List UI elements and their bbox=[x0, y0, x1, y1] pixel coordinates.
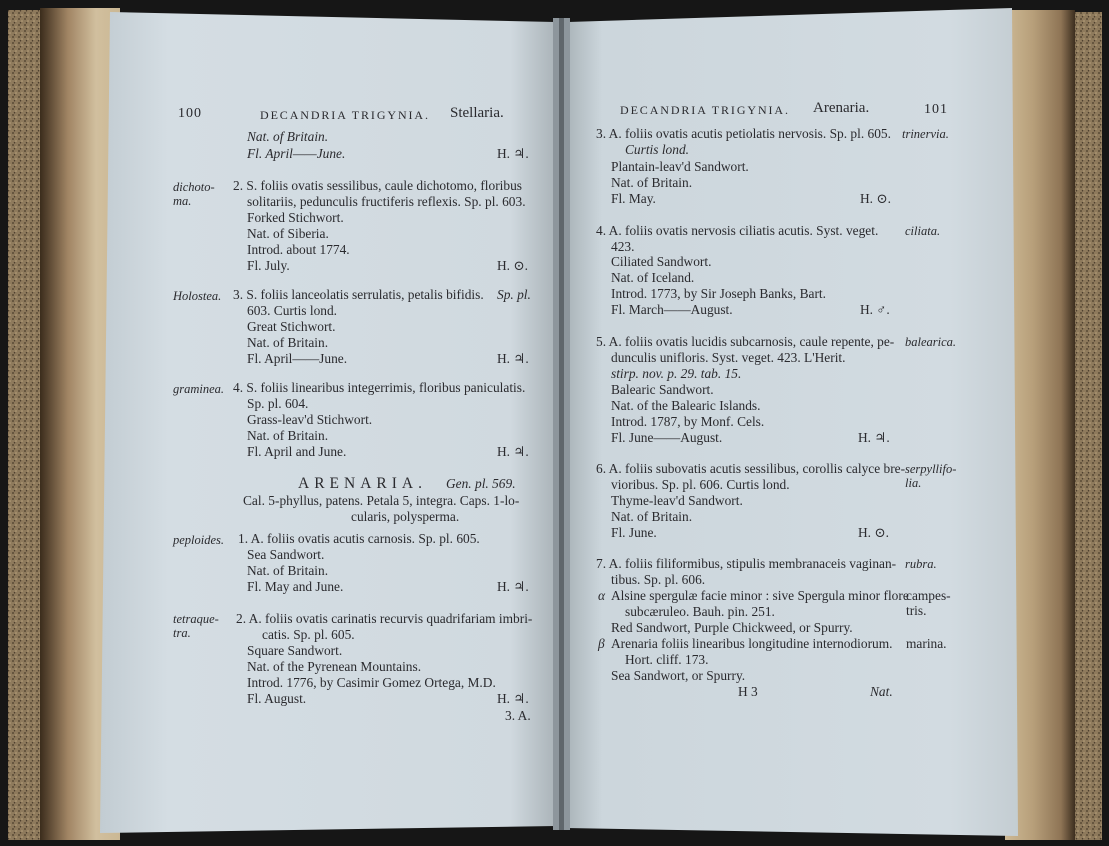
text-line: 3. S. foliis lanceolatis serrulatis, petalis bifidis. bbox=[233, 287, 484, 302]
text-line: dunculis unifloris. Syst. veget. 423. L'Herit. bbox=[611, 350, 846, 365]
text-line: Ciliated Sandwort. bbox=[611, 254, 712, 269]
margin-name: peploides. bbox=[173, 533, 225, 547]
genus-reference: Gen. pl. 569. bbox=[446, 476, 516, 491]
text-line: subcæruleo. Bauh. pin. 251. bbox=[625, 604, 775, 619]
text-line: Nat. of the Pyrenean Mountains. bbox=[247, 659, 422, 674]
text-line: 6. A. foliis subovatis acutis sessilibus, corollis calyce bre- bbox=[596, 461, 906, 476]
text-line: 4. S. foliis linearibus integerrimis, floribus paniculatis. bbox=[233, 380, 526, 395]
text-line: Nat. of Britain. bbox=[247, 335, 329, 350]
margin-name: lia. bbox=[905, 476, 922, 490]
text-line: Fl. April——June. bbox=[247, 146, 346, 161]
text-line: Sp. pl. 604. bbox=[247, 396, 309, 411]
text-line: Grass-leav'd Stichwort. bbox=[247, 412, 373, 427]
text-line: Nat. of Iceland. bbox=[611, 270, 695, 285]
habit-symbol: H. ♃. bbox=[497, 146, 529, 161]
text-line: Nat. of Britain. bbox=[611, 509, 693, 524]
text-line: Introd. 1773, by Sir Joseph Banks, Bart. bbox=[611, 286, 826, 301]
text-line: Introd. about 1774. bbox=[247, 242, 350, 257]
habit-symbol: H. ⊙. bbox=[860, 191, 891, 206]
text-line: solitariis, pedunculis fructiferis reflexis. Sp. pl. 603. bbox=[247, 194, 526, 209]
text-line: Sp. pl. bbox=[497, 287, 531, 302]
text-line: Nat. of the Balearic Islands. bbox=[611, 398, 761, 413]
text-line: Fl. May and June. bbox=[247, 579, 344, 594]
text-line: Fl. August. bbox=[247, 691, 307, 706]
margin-name: tetraque- bbox=[173, 612, 219, 626]
text-line: Forked Stichwort. bbox=[247, 210, 344, 225]
text-line: Thyme-leav'd Sandwort. bbox=[611, 493, 743, 508]
habit-symbol: H. ♂. bbox=[860, 302, 890, 317]
text-line: 3. A. foliis ovatis acutis petiolatis nervosis. Sp. pl. 605. bbox=[596, 126, 891, 141]
left-running-head-genus: Stellaria. bbox=[450, 105, 504, 121]
margin-name: campes- bbox=[906, 588, 951, 603]
margin-name: marina. bbox=[906, 636, 947, 651]
genus-heading: ARENARIA. bbox=[298, 475, 427, 492]
genus-character-line: cularis, polysperma. bbox=[351, 509, 460, 524]
text-line: 5. A. foliis ovatis lucidis subcarnosis, caule repente, pe- bbox=[596, 334, 895, 349]
text-line: catis. Sp. pl. 605. bbox=[262, 627, 355, 642]
margin-name: rubra. bbox=[905, 557, 937, 571]
margin-name: tra. bbox=[173, 626, 191, 640]
text-line: 7. A. foliis filiformibus, stipulis membranaceis vaginan- bbox=[596, 556, 897, 571]
habit-symbol: H. ♃. bbox=[497, 579, 529, 594]
text-line: Nat. of Britain. bbox=[247, 129, 329, 144]
text-line: Fl. April and June. bbox=[247, 444, 347, 459]
text-line: Plantain-leav'd Sandwort. bbox=[611, 159, 749, 174]
text-line: Fl. June. bbox=[611, 525, 657, 540]
text-line: tibus. Sp. pl. 606. bbox=[611, 572, 706, 587]
text-line: Great Stichwort. bbox=[247, 319, 336, 334]
text-line: Sea Sandwort. bbox=[247, 547, 325, 562]
text-line: Introd. 1787, by Monf. Cels. bbox=[611, 414, 765, 429]
habit-symbol: H. ♃. bbox=[497, 691, 529, 706]
text-line: Curtis lond. bbox=[625, 142, 689, 157]
text-line: 423. bbox=[611, 239, 635, 254]
right-page-number: 101 bbox=[924, 102, 948, 117]
text-line: Fl. April——June. bbox=[247, 351, 348, 366]
habit-symbol: H. ♃. bbox=[497, 444, 529, 459]
left-page-number: 100 bbox=[178, 106, 202, 121]
catchword: 3. A. bbox=[505, 708, 531, 723]
text-line: vioribus. Sp. pl. 606. Curtis lond. bbox=[611, 477, 790, 492]
margin-name: ciliata. bbox=[905, 224, 941, 238]
habit-symbol: H. ♃. bbox=[497, 351, 529, 366]
habit-symbol: H. ⊙. bbox=[497, 258, 528, 273]
text-line: Fl. May. bbox=[611, 191, 656, 206]
text-line: Nat. of Britain. bbox=[247, 563, 329, 578]
genus-character-line: Cal. 5-phyllus, patens. Petala 5, integra. Caps. 1-lo- bbox=[243, 493, 520, 508]
text-line: Nat. of Britain. bbox=[247, 428, 329, 443]
text-line: 2. A. foliis ovatis carinatis recurvis quadrifariam imbri- bbox=[236, 611, 533, 626]
variety-symbol: β bbox=[598, 636, 605, 651]
left-running-head: DECANDRIA TRIGYNIA. bbox=[260, 108, 430, 122]
text-line: Square Sandwort. bbox=[247, 643, 343, 658]
right-running-head-genus: Arenaria. bbox=[813, 100, 870, 116]
catchword: Nat. bbox=[870, 684, 893, 699]
text-line: Red Sandwort, Purple Chickweed, or Spurry. bbox=[611, 620, 853, 635]
signature-mark: H 3 bbox=[738, 684, 758, 699]
text-line: Hort. cliff. 173. bbox=[625, 652, 709, 667]
margin-name: dichoto- bbox=[173, 180, 215, 194]
text-line: Arenaria foliis linearibus longitudine internodiorum. bbox=[611, 636, 893, 651]
text-line: 2. S. foliis ovatis sessilibus, caule dichotomo, floribus bbox=[233, 178, 522, 193]
text-line: 603. Curtis lond. bbox=[247, 303, 338, 318]
text-line: Fl. July. bbox=[247, 258, 290, 273]
text-line: Sea Sandwort, or Spurry. bbox=[611, 668, 746, 683]
margin-name: ma. bbox=[173, 194, 192, 208]
text-line: Balearic Sandwort. bbox=[611, 382, 714, 397]
text-line: Nat. of Siberia. bbox=[247, 226, 329, 241]
right-running-head: DECANDRIA TRIGYNIA. bbox=[620, 103, 790, 117]
margin-name: tris. bbox=[906, 603, 927, 618]
variety-symbol: α bbox=[598, 588, 606, 603]
margin-name: serpyllifo- bbox=[905, 462, 957, 476]
habit-symbol: H. ♃. bbox=[858, 430, 890, 445]
text-line: Nat. of Britain. bbox=[611, 175, 693, 190]
margin-name: Holostea. bbox=[173, 289, 222, 303]
text-line: stirp. nov. p. 29. tab. 15. bbox=[611, 366, 742, 381]
text-line: 1. A. foliis ovatis acutis carnosis. Sp. pl. 605. bbox=[238, 531, 480, 546]
margin-name: trinervia. bbox=[902, 127, 949, 141]
text-line: Fl. March——August. bbox=[611, 302, 733, 317]
text-line: Fl. June——August. bbox=[611, 430, 723, 445]
margin-name: balearica. bbox=[905, 335, 957, 349]
text-line: Introd. 1776, by Casimir Gomez Ortega, M.D. bbox=[247, 675, 496, 690]
text-line: Alsine spergulæ facie minor : sive Spergula minor flore bbox=[611, 588, 909, 603]
habit-symbol: H. ⊙. bbox=[858, 525, 889, 540]
margin-name: graminea. bbox=[173, 382, 225, 396]
text-line: 4. A. foliis ovatis nervosis ciliatis acutis. Syst. veget. bbox=[596, 223, 879, 238]
